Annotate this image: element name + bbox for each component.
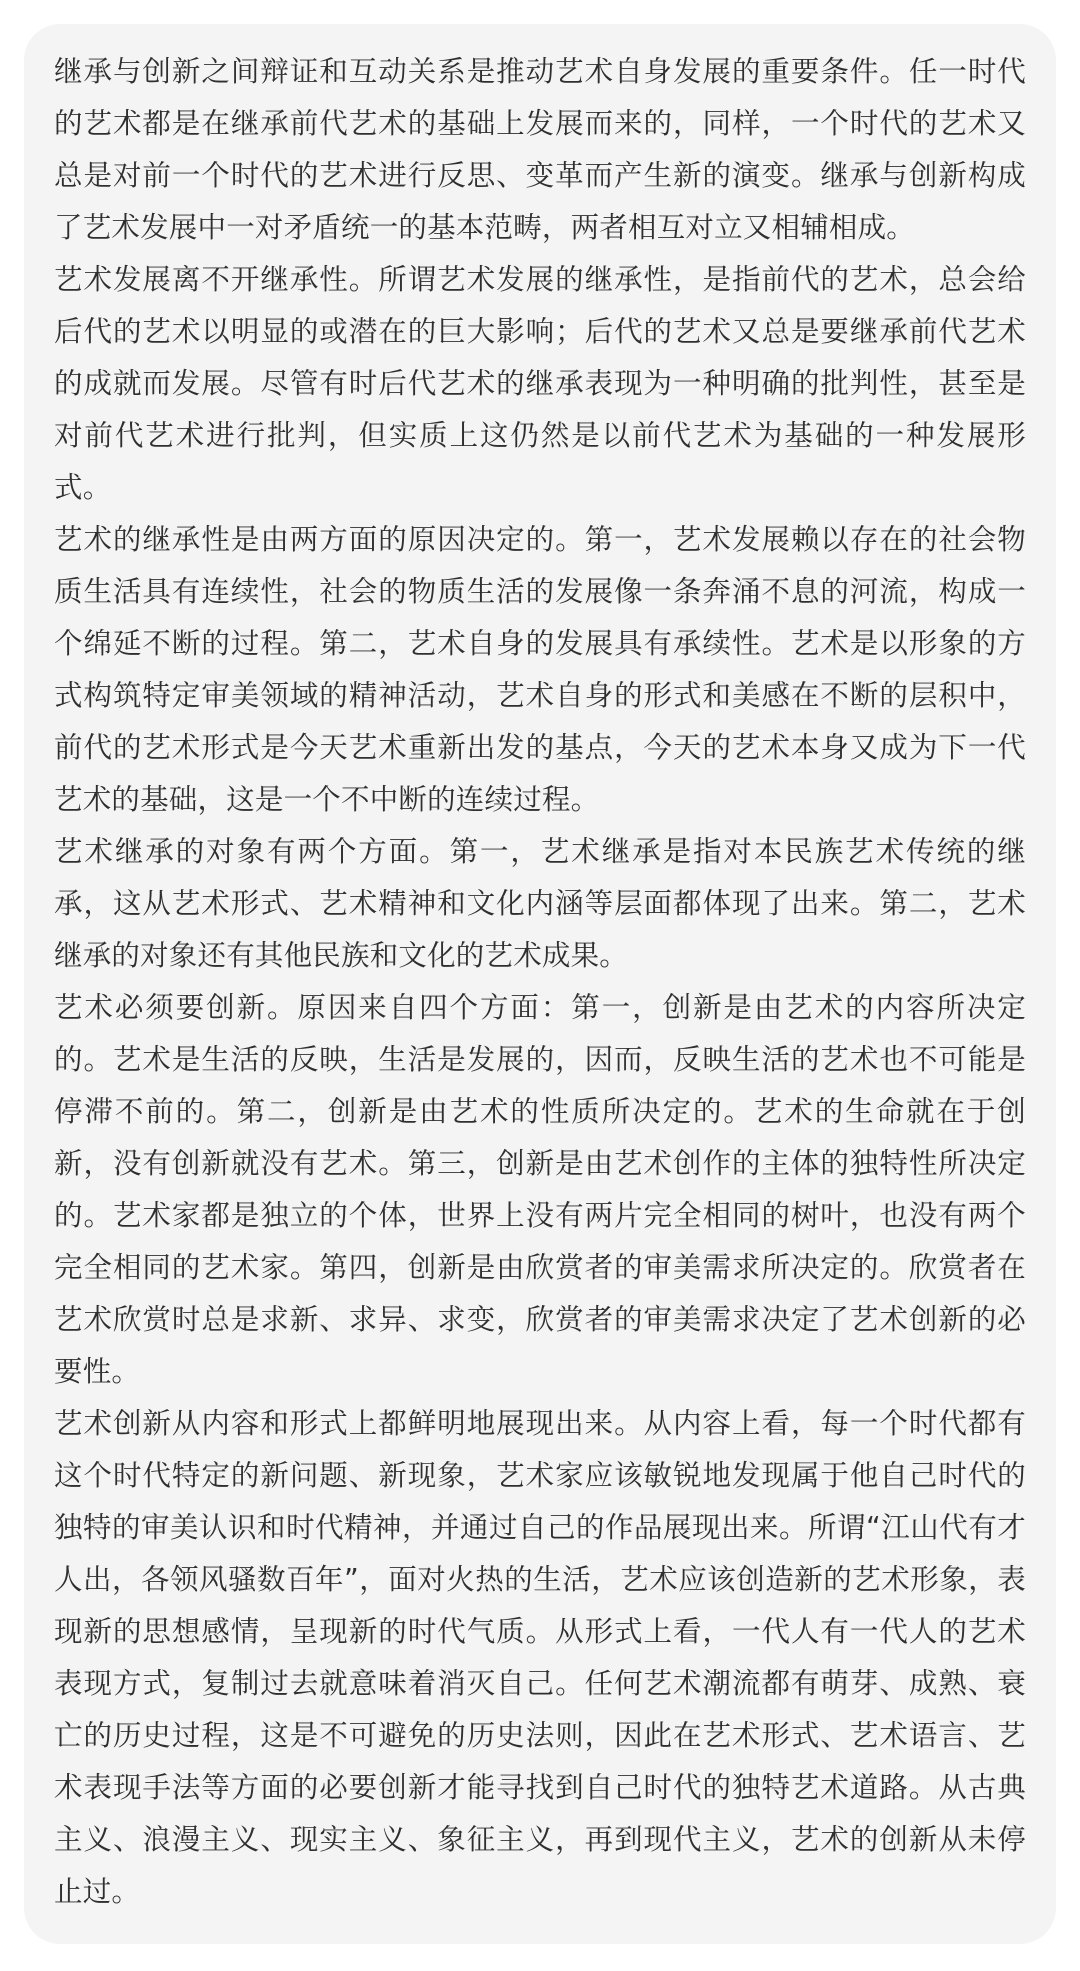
paragraph-3: 艺术的继承性是由两方面的原因决定的。第一，艺术发展赖以存在的社会物质生活具有连续性，社会的物质生活的发展像一条奔涌不息的河流，构成一个绵延不断的过程。第二，艺术自身的发展具有承续性。艺术是以形象的方式构筑特定审美领域的精神活动，艺术自身的形式和美感在不断的层积中，前代的艺术形式是今天艺术重新出发的基点，今天的艺术本身又成为下一代艺术的基础，这是一个不中断的连续过程。: [54, 523, 1026, 816]
article-card: [24, 24, 1056, 1944]
paragraph-2: 艺术发展离不开继承性。所谓艺术发展的继承性，是指前代的艺术，总会给后代的艺术以明显的或潜在的巨大影响；后代的艺术又总是要继承前代艺术的成就而发展。尽管有时后代艺术的继承表现为一种明确的批判性，甚至是对前代艺术进行批判，但实质上这仍然是以前代艺术为基础的一种发展形式。: [54, 263, 1026, 504]
paragraph-5: 艺术必须要创新。原因来自四个方面：第一，创新是由艺术的内容所决定的。艺术是生活的反映，生活是发展的，因而，反映生活的艺术也不可能是停滞不前的。第二，创新是由艺术的性质所决定的。艺术的生命就在于创新，没有创新就没有艺术。第三，创新是由艺术创作的主体的独特性所决定的。艺术家都是独立的个体，世界上没有两片完全相同的树叶，也没有两个完全相同的艺术家。第四，创新是由欣赏者的审美需求所决定的。欣赏者在艺术欣赏时总是求新、求异、求变，欣赏者的审美需求决定了艺术创新的必要性。: [54, 991, 1026, 1388]
paragraph-4: 艺术继承的对象有两个方面。第一，艺术继承是指对本民族艺术传统的继承，这从艺术形式、艺术精神和文化内涵等层面都体现了出来。第二，艺术继承的对象还有其他民族和文化的艺术成果。: [54, 835, 1026, 972]
paragraph-6: 艺术创新从内容和形式上都鲜明地展现出来。从内容上看，每一个时代都有这个时代特定的新问题、新现象，艺术家应该敏锐地发现属于他自己时代的独特的审美认识和时代精神，并通过自己的作品展现出来。所谓“江山代有才人出，各领风骚数百年”，面对火热的生活，艺术应该创造新的艺术形象，表现新的思想感情，呈现新的时代气质。从形式上看，一代人有一代人的艺术表现方式，复制过去就意味着消灭自己。任何艺术潮流都有萌芽、成熟、衰亡的历史过程，这是不可避免的历史法则，因此在艺术形式、艺术语言、艺术表现手法等方面的必要创新才能寻找到自己时代的独特艺术道路。从古典主义、浪漫主义、现实主义、象征主义，再到现代主义，艺术的创新从未停止过。: [54, 1407, 1026, 1908]
paragraph-1: 继承与创新之间辩证和互动关系是推动艺术自身发展的重要条件。任一时代的艺术都是在继承前代艺术的基础上发展而来的，同样，一个时代的艺术又总是对前一个时代的艺术进行反思、变革而产生新的演变。继承与创新构成了艺术发展中一对矛盾统一的基本范畴，两者相互对立又相辅相成。: [54, 55, 1026, 244]
